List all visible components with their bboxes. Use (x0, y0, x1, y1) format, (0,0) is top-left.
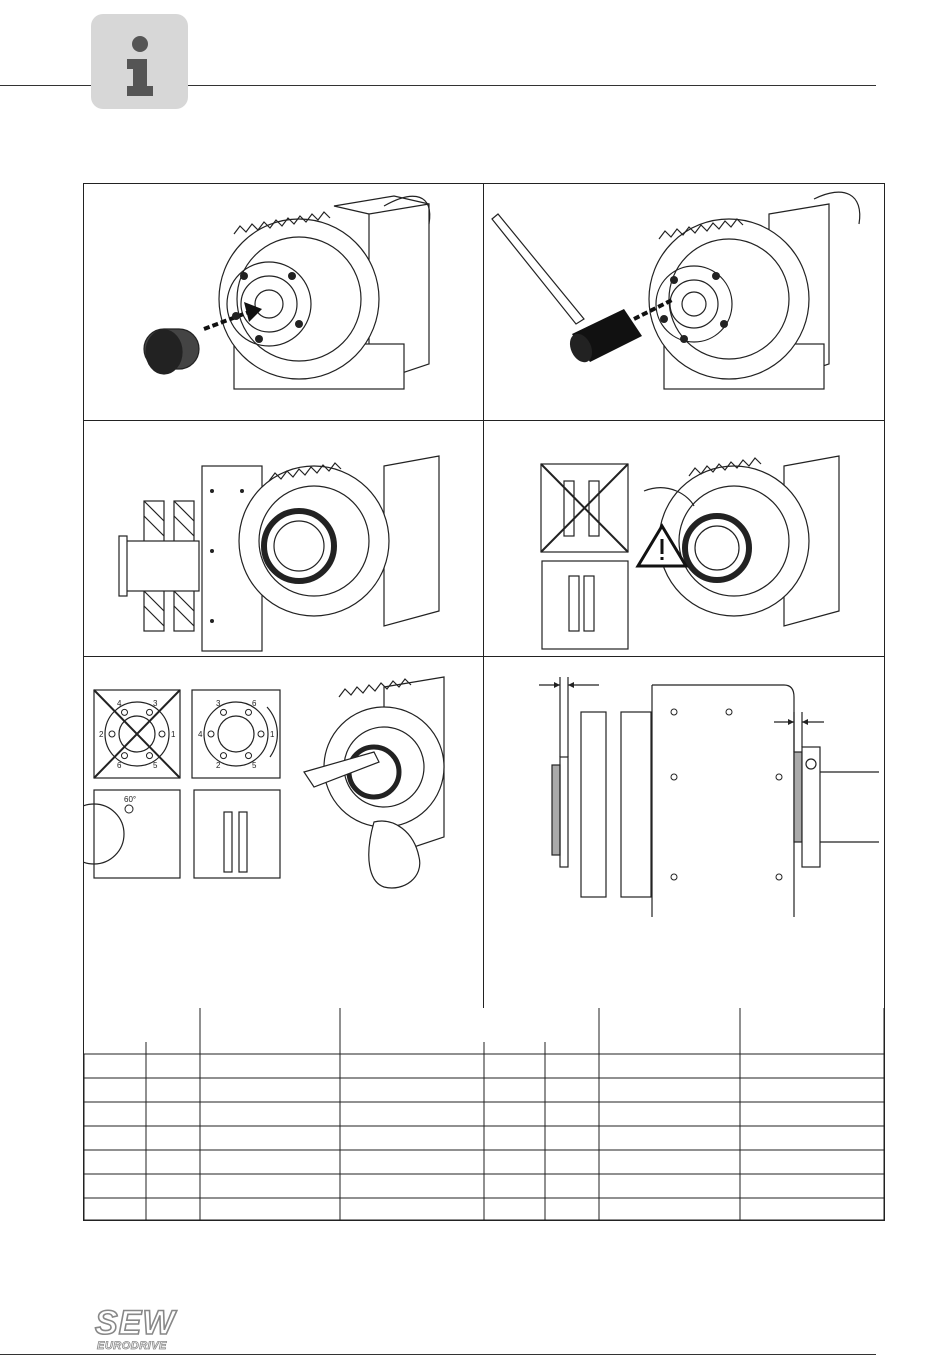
panel-gap-measurement (484, 657, 884, 1008)
bolt-hole (159, 731, 165, 737)
bolt-hole (258, 731, 264, 737)
bolt-number-label: 1 (270, 730, 275, 739)
gear-unit-drawing (84, 184, 483, 420)
bolt-sequence-drawing (84, 657, 483, 1008)
gap-measurement-drawing (484, 657, 884, 1008)
panel-section-bushing (84, 421, 483, 656)
hammer-drawing (484, 184, 884, 420)
bolt-hole (147, 753, 153, 759)
bolt-hole (208, 731, 214, 737)
sew-logo-main: SEW (95, 1304, 176, 1342)
header-rule-left (0, 85, 91, 86)
bolt-number-label: 3 (216, 698, 221, 708)
bolt-hole (221, 753, 227, 759)
bolt-number-label: 4 (198, 730, 203, 739)
bolt-number-label: 3 (153, 698, 158, 708)
bolt-number-label: 5 (153, 761, 158, 771)
bolt-number-label: 5 (252, 761, 257, 771)
panel-warning (484, 421, 884, 656)
bolt-number-label: 1 (171, 730, 176, 739)
bolt-hole (246, 753, 252, 759)
sew-logo-sub: EURODRIVE (97, 1340, 167, 1352)
warning-drawing (484, 421, 884, 656)
bolt-number-label: 6 (252, 698, 257, 708)
panel-bolt-sequence (84, 657, 483, 1008)
panel-hammer (484, 184, 884, 420)
info-badge (91, 14, 188, 109)
bolt-number-label: 2 (216, 761, 221, 771)
bolt-number-label: 2 (99, 730, 104, 739)
angle-label: 60° (124, 795, 137, 804)
bushing-section-drawing (84, 421, 483, 656)
bolt-hole (221, 709, 227, 715)
bolt-hole (109, 731, 115, 737)
sew-logo (95, 1304, 195, 1360)
spec-table-grid (84, 1008, 884, 1220)
bolt-number-label: 6 (117, 761, 122, 771)
spec-table (84, 1008, 884, 1220)
bolt-hole (246, 709, 252, 715)
header-rule-right (188, 85, 876, 86)
bolt-hole (122, 753, 128, 759)
info-icon (91, 14, 188, 109)
bolt-hole (147, 709, 153, 715)
bolt-number-label: 4 (117, 698, 122, 708)
panel-insert-sleeve (84, 184, 483, 420)
bolt-hole (122, 709, 128, 715)
